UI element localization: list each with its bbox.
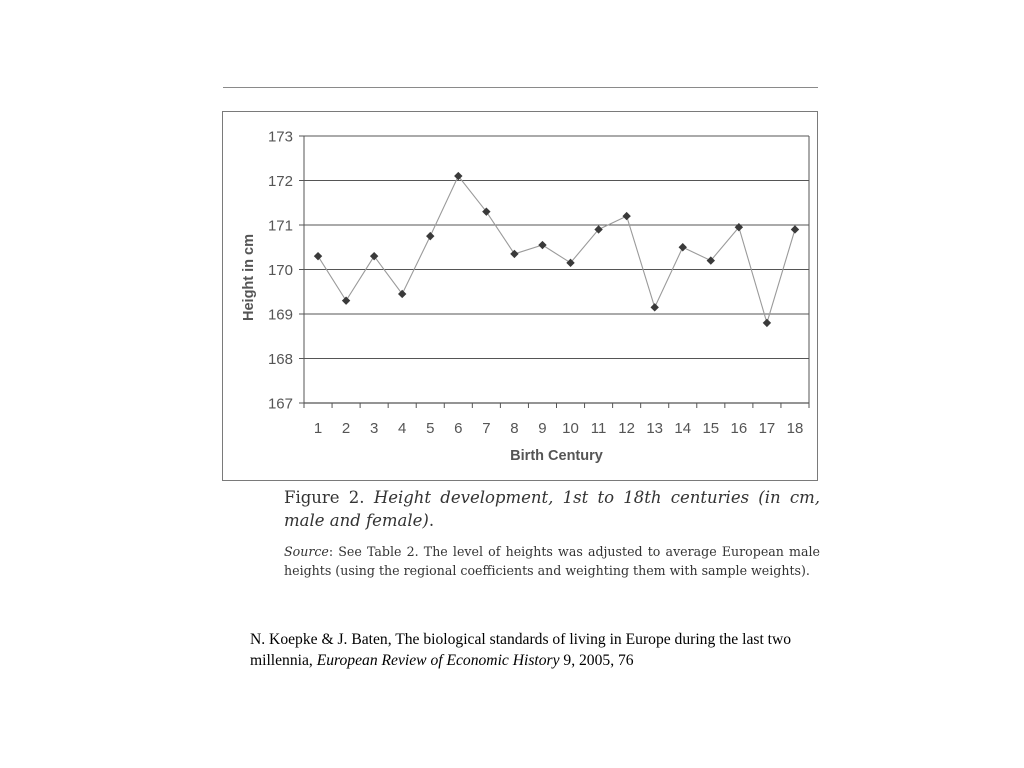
- grid-lines: [304, 136, 809, 403]
- x-tick-label: 17: [758, 420, 776, 437]
- x-axis-title: Birth Century: [510, 448, 603, 464]
- data-point: [679, 243, 687, 251]
- x-tick-label: 13: [646, 420, 664, 437]
- height-line-chart: [223, 112, 817, 480]
- y-tick-label: 168: [267, 351, 293, 368]
- data-point: [510, 250, 518, 258]
- x-tick-label: 14: [674, 420, 692, 437]
- data-point: [370, 252, 378, 260]
- y-axis-title: Height in cm: [241, 233, 257, 322]
- x-tick-label: 8: [510, 420, 519, 437]
- x-tick-label: 9: [538, 420, 547, 437]
- data-point: [314, 252, 322, 260]
- top-divider: [223, 87, 818, 88]
- data-point: [650, 303, 658, 311]
- y-tick-label: 170: [267, 262, 293, 279]
- y-tick-label: 169: [267, 306, 293, 324]
- chart-frame: [222, 111, 818, 481]
- x-tick-label: 6: [454, 420, 463, 437]
- data-point: [622, 212, 630, 220]
- y-tick-label: 173: [267, 128, 293, 146]
- figure-caption: [284, 486, 820, 532]
- series-line: [318, 176, 795, 323]
- data-point: [791, 225, 799, 233]
- x-tick-label: 11: [590, 420, 607, 437]
- data-point: [342, 296, 350, 304]
- y-tick-label: 171: [267, 217, 293, 235]
- data-point: [426, 232, 434, 240]
- figure-source-note: [284, 542, 820, 580]
- y-tick-label: 167: [267, 395, 293, 413]
- x-tick-label: 10: [562, 420, 579, 437]
- citation: [250, 629, 810, 671]
- citation-authors-title: N. Koepke & J. Baten, The biological standards of living in Europe during the last two millennia,: [250, 631, 792, 669]
- data-point: [398, 290, 406, 298]
- x-tick-label: 15: [702, 420, 720, 437]
- x-tick-label: 3: [369, 420, 379, 437]
- source-label: Source: [284, 544, 329, 559]
- figure-title: Height development, 1st to 18th centuries (in cm, male and female): [284, 488, 821, 530]
- x-tick-label: 12: [618, 420, 635, 437]
- data-point: [538, 241, 546, 249]
- x-tick-label: 7: [482, 420, 491, 437]
- x-tick-label: 18: [786, 420, 804, 437]
- tick-labels: [268, 129, 803, 438]
- data-point: [763, 319, 771, 327]
- axes: [299, 136, 809, 408]
- x-tick-label: 1: [313, 420, 323, 437]
- figure-label: Figure 2.: [284, 488, 365, 507]
- x-tick-label: 16: [730, 420, 748, 437]
- series: [314, 172, 799, 327]
- source-text: : See Table 2. The level of heights was adjusted to average European male heights (using the regional coefficients and weighting them with sample weights).: [284, 544, 820, 578]
- x-tick-label: 5: [426, 420, 435, 437]
- citation-details: 9, 2005, 76: [559, 652, 634, 669]
- citation-journal: European Review of Economic History: [316, 652, 560, 669]
- x-tick-label: 2: [341, 420, 351, 437]
- figure-title-end: .: [428, 511, 435, 530]
- x-tick-label: 4: [398, 420, 407, 437]
- y-tick-label: 172: [267, 173, 293, 190]
